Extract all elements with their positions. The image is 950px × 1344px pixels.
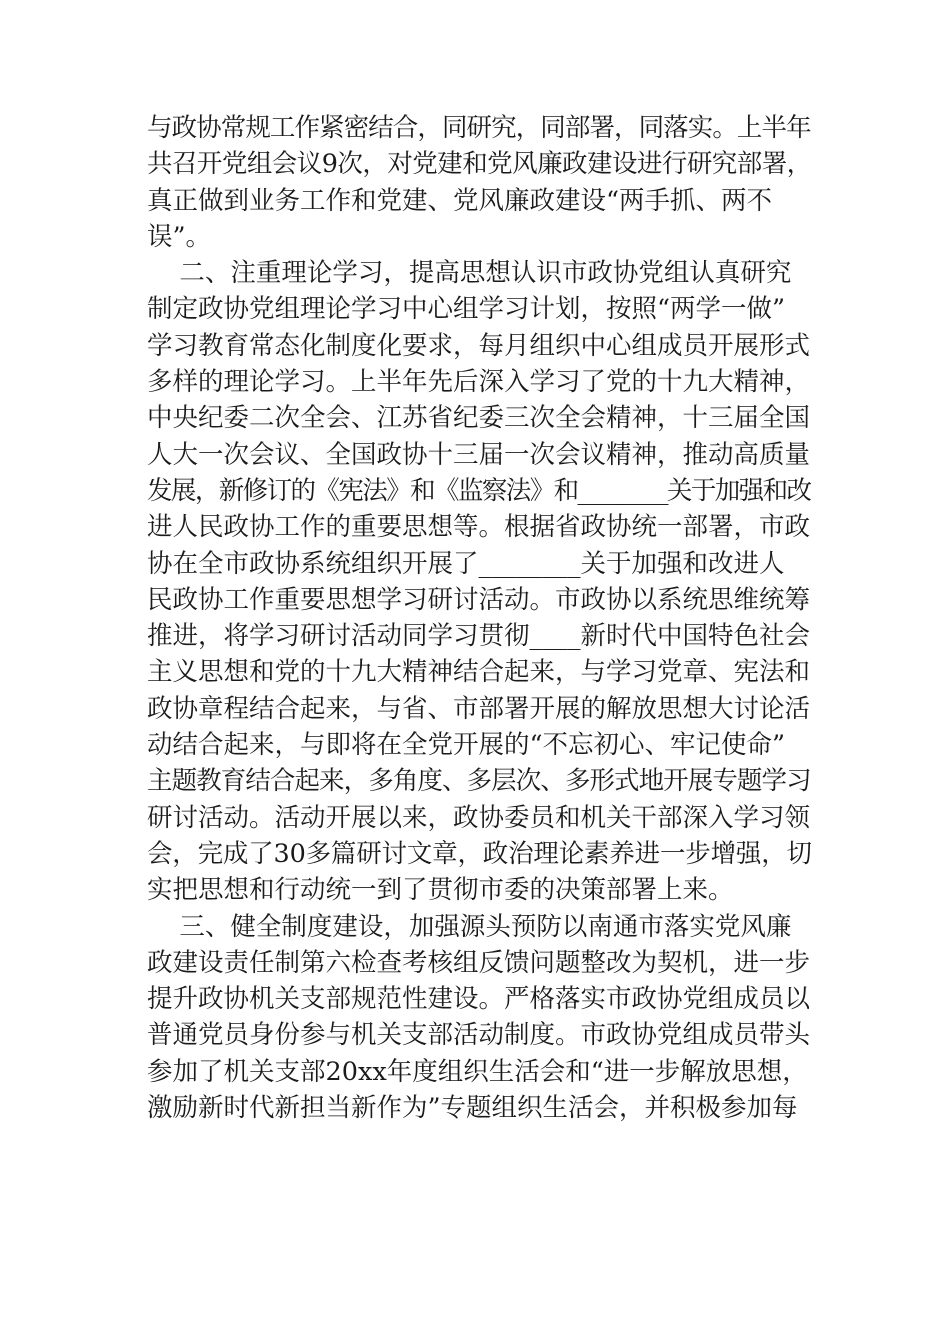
text-line: 推进，将学习研讨活动同学习贯彻____新时代中国特色社会 bbox=[147, 621, 811, 652]
section-heading-line: 三、健全制度建设，加强源头预防以南通市落实党风廉 bbox=[147, 911, 792, 942]
text-line: 政协章程结合起来，与省、市部署开展的解放思想大讨论活 bbox=[147, 693, 811, 724]
text-line: 激励新时代新担当新作为”专题组织生活会，并积极参加每 bbox=[147, 1093, 798, 1124]
text-line: 会，完成了30多篇研讨文章，政治理论素养进一步增强，切 bbox=[147, 838, 812, 869]
text-line: 政建设责任制第六检查考核组反馈问题整改为契机，进一步 bbox=[147, 947, 811, 978]
text-line: 主义思想和党的十九大精神结合起来，与学习党章、宪法和 bbox=[147, 657, 811, 688]
text-line: 进人民政协工作的重要思想等。根据省政协统一部署，市政 bbox=[147, 512, 811, 543]
text-line: 人大一次会议、全国政协十三届一次会议精神，推动高质量 bbox=[147, 439, 811, 470]
text-line: 与政协常规工作紧密结合，同研究，同部署，同落实。上半年 bbox=[147, 113, 811, 143]
text-line: 误”。 bbox=[147, 221, 212, 252]
text-line: 学习教育常态化制度化要求，每月组织中心组成员开展形式 bbox=[147, 330, 811, 361]
document-body bbox=[147, 110, 812, 1126]
text-line: 多样的理论学习。上半年先后深入学习了党的十九大精神， bbox=[147, 367, 811, 398]
section-heading-line: 二、注重理论学习，提高思想认识市政协党组认真研究 bbox=[147, 258, 792, 289]
text-line: 普通党员身份参与机关支部活动制度。市政协党组成员带头 bbox=[147, 1020, 811, 1051]
text-line: 发展，新修订的《宪法》和《监察法》和________关于加强和改 bbox=[147, 475, 811, 506]
text-line: 参加了机关支部20xx年度组织生活会和“进一步解放思想， bbox=[147, 1056, 808, 1087]
text-line: 真正做到业务工作和党建、党风廉政建设“两手抓、两不 bbox=[147, 185, 773, 216]
text-line: 动结合起来，与即将在全党开展的“不忘初心、牢记使命” bbox=[147, 730, 786, 761]
text-line: 提升政协机关支部规范性建设。严格落实市政协党组成员以 bbox=[147, 984, 811, 1015]
text-line: 中央纪委二次全会、江苏省纪委三次全会精神，十三届全国 bbox=[147, 403, 811, 434]
text-line: 制定政协党组理论学习中心组学习计划，按照“两学一做” bbox=[147, 294, 786, 325]
text-line: 主题教育结合起来，多角度、多层次、多形式地开展专题学习 bbox=[147, 766, 811, 797]
text-line: 共召开党组会议9次，对党建和党风廉政建设进行研究部署， bbox=[147, 149, 812, 180]
text-line: 研讨活动。活动开展以来，政协委员和机关干部深入学习领 bbox=[147, 802, 811, 833]
text-line: 实把思想和行动统一到了贯彻市委的决策部署上来。 bbox=[147, 875, 734, 906]
text-line: 协在全市政协系统组织开展了________关于加强和改进人 bbox=[147, 548, 785, 579]
text-line: 民政协工作重要思想学习研讨活动。市政协以系统思维统筹 bbox=[147, 584, 811, 615]
